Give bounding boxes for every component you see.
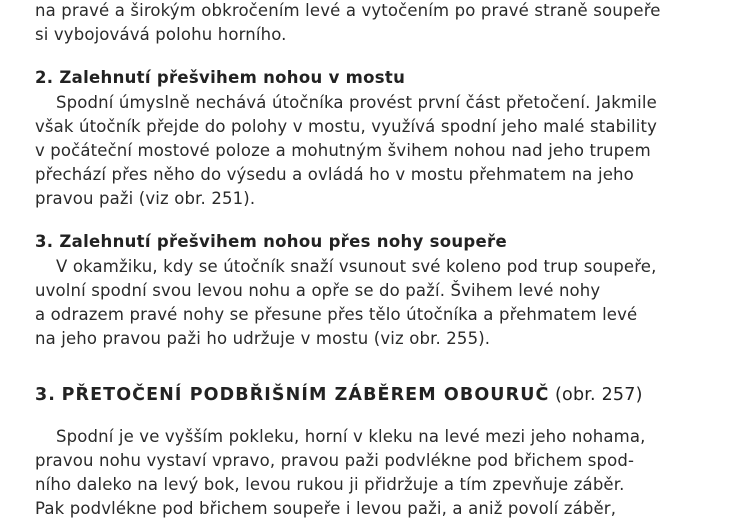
text-line: si vybojovává polohu horního.: [35, 25, 287, 44]
text-line: uvolní spodní svou levou nohu a opře se do paží. Švihem levé nohy: [35, 281, 601, 300]
figure-reference: (obr. 257): [555, 385, 643, 405]
text-line: na jeho pravou paži ho udržuje v mostu (viz obr. 255).: [35, 329, 491, 348]
section-number: 3.: [35, 385, 57, 405]
text-line: Pak podvlékne pod břichem soupeře i levou paži, a aniž povolí záběr,: [35, 499, 617, 518]
text-line: Spodní je ve vyšším pokleku, horní v kleku na levé mezi jeho nohama,: [56, 427, 646, 446]
section-heading: [35, 382, 643, 408]
text-line: pravou paži (viz obr. 251).: [35, 189, 256, 208]
text-line: však útočník přejde do polohy v mostu, využívá spodní jeho malé stability: [35, 117, 657, 136]
section-title: PŘETOČENÍ PODBŘIŠNÍM ZÁBĚREM OBOURUČ: [61, 385, 550, 405]
text-line: a odrazem pravé nohy se přesune přes tělo útočníka a přehmatem levé: [35, 305, 638, 324]
text-line: v počáteční mostové poloze a mohutným švihem nohou nad jeho trupem: [35, 141, 651, 160]
text-line: přechází přes něho do výsedu a ovládá ho v mostu přehmatem na jeho: [35, 165, 634, 184]
text-line: ního daleko na levý bok, levou rukou ji přidržuje a tím zpevňuje záběr.: [35, 475, 625, 494]
text-line: na pravé a širokým obkročením levé a vytočením po pravé straně soupeře: [35, 1, 661, 20]
text-line: Spodní úmyslně nechává útočníka provést první část přetočení. Jakmile: [56, 93, 657, 112]
subsection-heading: 3. Zalehnutí přešvihem nohou přes nohy soupeře: [35, 232, 507, 251]
subsection-heading: 2. Zalehnutí přešvihem nohou v mostu: [35, 68, 406, 87]
text-line: V okamžiku, kdy se útočník snaží vsunout své koleno pod trup soupeře,: [56, 257, 657, 276]
text-line: pravou nohu vystaví vpravo, pravou paži podvlékne pod břichem spod-: [35, 451, 635, 470]
